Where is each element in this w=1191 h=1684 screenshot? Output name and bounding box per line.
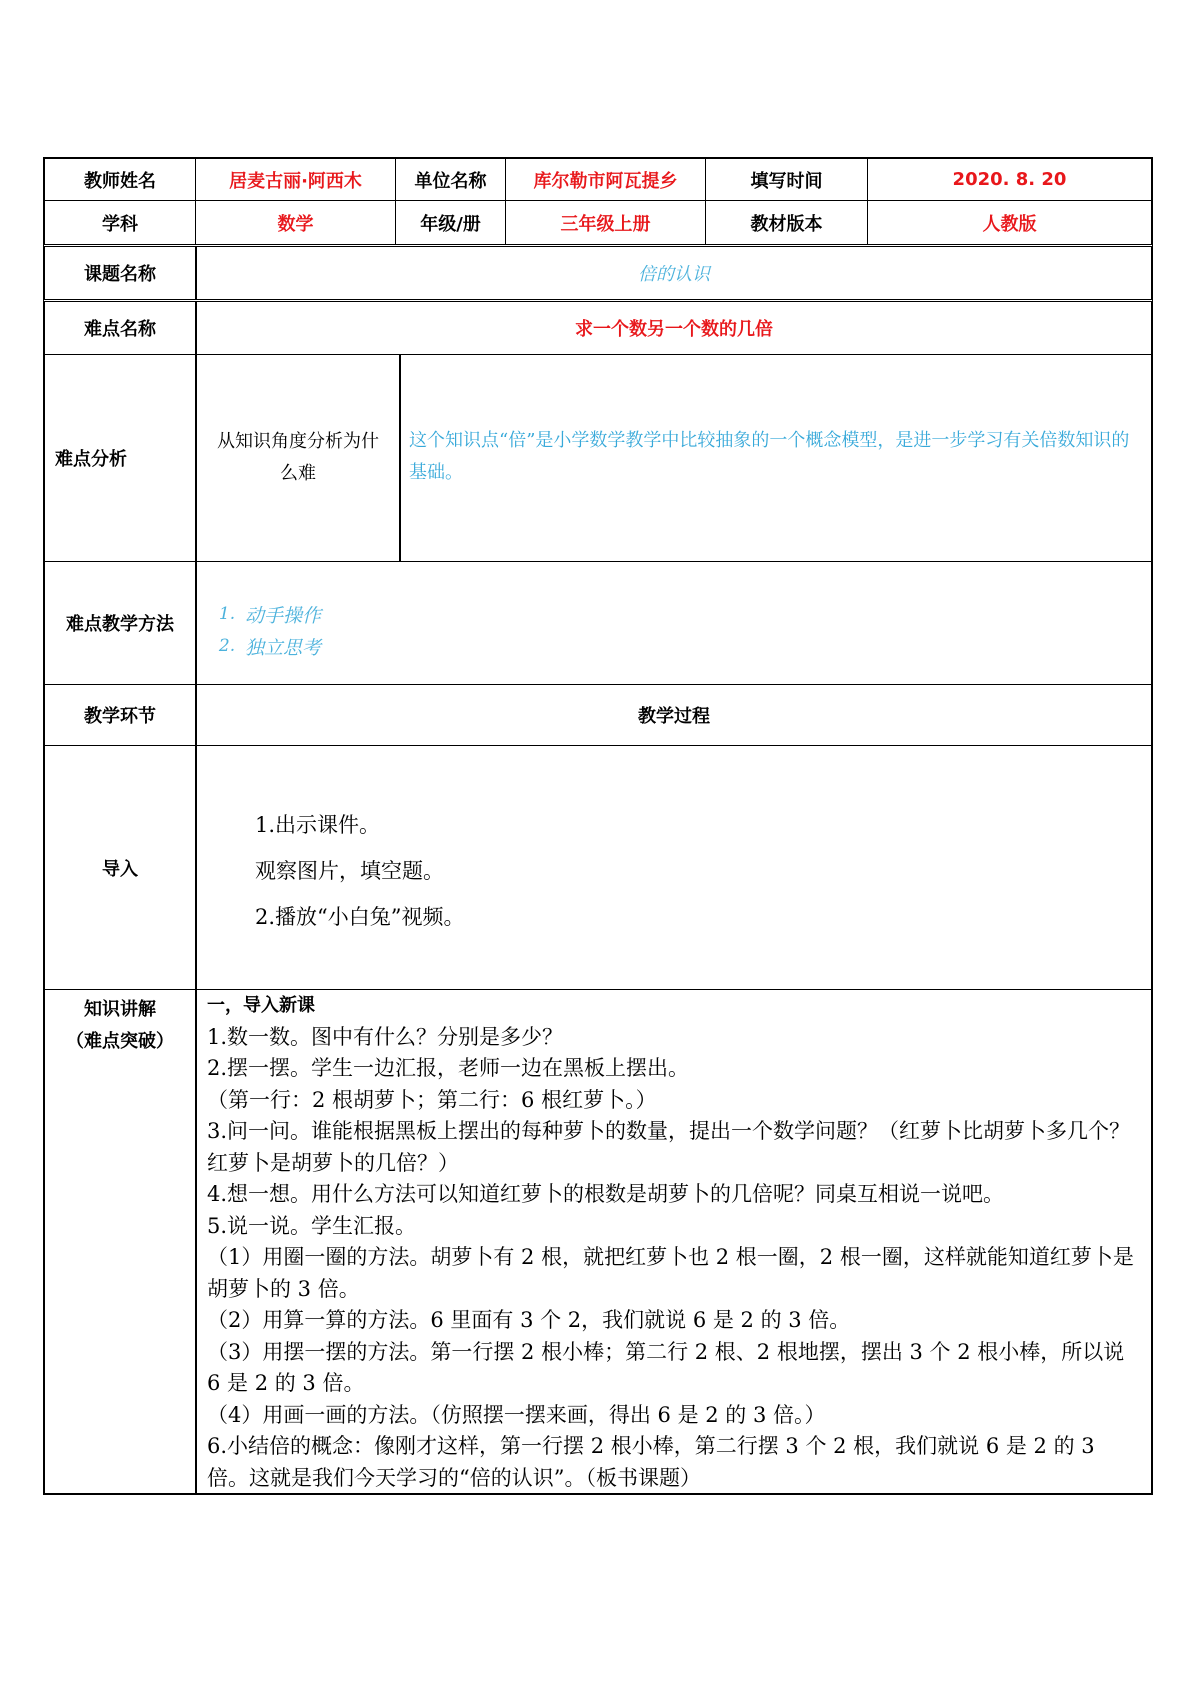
knowledge-row — [43, 990, 1153, 1495]
knowledge-line: 1.数一数。图中有什么？分别是多少？ — [207, 1024, 564, 1049]
process-header-row — [43, 685, 1153, 746]
knowledge-line: （4）用画一画的方法。（仿照摆一摆来画，得出 6 是 2 的 3 倍。） — [207, 1402, 826, 1427]
info-row-1 — [43, 157, 1153, 201]
process-section-label: 教学环节 — [84, 706, 156, 727]
method-item — [209, 598, 321, 630]
knowledge-line: （2）用算一算的方法。6 里面有 3 个 2，我们就说 6 是 2 的 3 倍。 — [207, 1308, 851, 1332]
analysis-text: 这个知识点“倍”是小学数学教学中比较抽象的一个概念模型，是进一步学习有关倍数知识的基础。 — [399, 355, 1151, 561]
method-item-text: 动手操作 — [245, 604, 322, 627]
unit-name-value: 库尔勒市阿瓦提乡 — [505, 159, 705, 200]
knowledge-line: （1）用圈一圈的方法。胡萝卜有 2 根，就把红萝卜也 2 根一圈，2 根一圈，这样就能知道红萝卜是胡萝卜的 3 倍。 — [207, 1245, 1134, 1301]
knowledge-line: （3）用摆一摆的方法。第一行摆 2 根小棒；第二行 2 根、2 根地摆，摆出 3 个 2 根小棒，所以说 6 是 2 的 3 倍。 — [207, 1339, 1125, 1395]
knowledge-line: 2.摆一摆。学生一边汇报，老师一边在黑板上摆出。 — [207, 1056, 690, 1080]
method-item — [209, 630, 321, 662]
intro-line: 2.播放“小白兔”视频。 — [255, 905, 465, 929]
intro-label: 导入 — [102, 858, 138, 880]
knowledge-label-line: 知识讲解 — [84, 999, 156, 1020]
knowledge-label-line: （难点突破） — [66, 1031, 174, 1052]
intro-line: 1.出示课件。 — [255, 813, 381, 837]
method-label: 难点教学方法 — [66, 614, 174, 635]
fill-date-label: 填写时间 — [705, 159, 867, 200]
knowledge-line: （第一行：2 根胡萝卜；第二行：6 根红萝卜。） — [207, 1087, 657, 1112]
textbook-version-value: 人教版 — [867, 201, 1151, 244]
knowledge-label — [45, 990, 195, 1493]
knowledge-line: 3.问一问。谁能根据黑板上摆出的每种萝卜的数量，提出一个数学问题？（红萝卜比胡萝卜多几个？红萝卜是胡萝卜的几倍？） — [207, 1119, 1131, 1175]
analysis-label: 难点分析 — [55, 449, 127, 470]
process-header-value: 教学过程 — [195, 685, 1151, 745]
subject-value: 数学 — [195, 201, 395, 244]
difficulty-row — [43, 302, 1153, 355]
info-row-2 — [43, 201, 1153, 247]
grade-value: 三年级上册 — [505, 201, 705, 244]
knowledge-content — [195, 990, 1151, 1493]
intro-content — [195, 746, 1151, 989]
teacher-name-value: 居麦古丽·阿西木 — [195, 159, 395, 200]
topic-row — [43, 247, 1153, 302]
teacher-name-label: 教师姓名 — [84, 170, 156, 192]
lesson-plan-table — [43, 157, 1153, 1495]
topic-value: 倍的认识 — [195, 247, 1151, 299]
textbook-version-label: 教材版本 — [705, 201, 867, 244]
analysis-row — [43, 355, 1153, 562]
method-item-number: 2. — [218, 636, 236, 656]
knowledge-line: 5.说一说。学生汇报。 — [207, 1213, 417, 1238]
knowledge-heading: 一，导入新课 — [207, 995, 315, 1016]
unit-name-label: 单位名称 — [395, 159, 505, 200]
topic-label: 课题名称 — [84, 264, 156, 285]
difficulty-value: 求一个数另一个数的几倍 — [195, 302, 1151, 354]
intro-line: 观察图片，填空题。 — [255, 859, 444, 883]
method-item-text: 独立思考 — [245, 636, 322, 659]
intro-row — [43, 746, 1153, 990]
analysis-sub-label: 从知识角度分析为什么难 — [195, 355, 399, 561]
method-row — [43, 562, 1153, 685]
knowledge-line: 6.小结倍的概念：像刚才这样，第一行摆 2 根小棒，第二行摆 3 个 2 根，我们就说 6 是 2 的 3 倍。这就是我们今天学习的“倍的认识”。（板书课题） — [207, 1434, 1095, 1490]
subject-label: 学科 — [102, 213, 138, 235]
method-item-number: 1. — [218, 604, 236, 624]
fill-date-value: 2020. 8. 20 — [867, 159, 1151, 200]
method-list — [195, 562, 1151, 684]
difficulty-label: 难点名称 — [84, 319, 156, 340]
grade-label: 年级/册 — [395, 201, 505, 244]
knowledge-line: 4.想一想。用什么方法可以知道红萝卜的根数是胡萝卜的几倍呢？同桌互相说一说吧。 — [207, 1182, 1005, 1206]
